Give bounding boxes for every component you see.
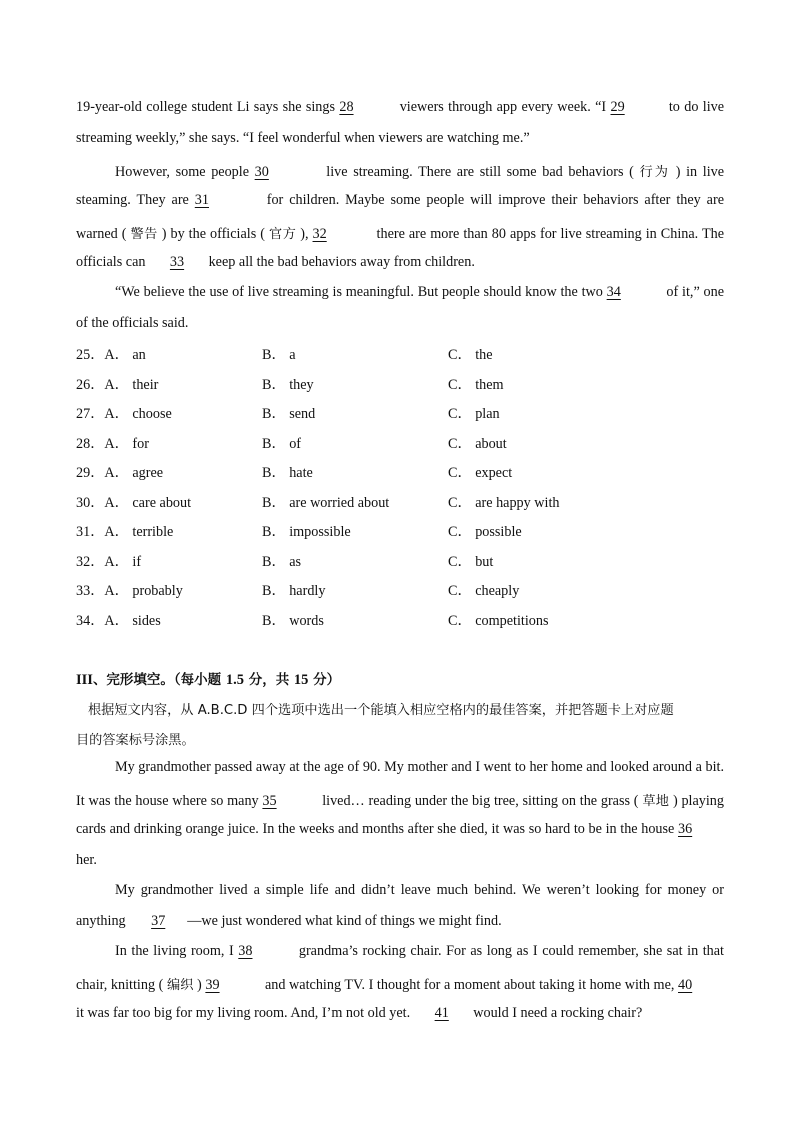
option-c: C． plan bbox=[448, 406, 500, 422]
question-options-31 bbox=[76, 521, 736, 541]
option-c: C． the bbox=[448, 347, 493, 363]
option-c: C． are happy with bbox=[448, 495, 560, 511]
text: for children. Maybe some people will improve their behaviors after they are bbox=[266, 192, 724, 208]
option-b: B． of bbox=[262, 436, 302, 452]
option-c: C． but bbox=[448, 554, 494, 570]
question-number-and-a: 34．A． sides bbox=[76, 613, 161, 629]
question-number-and-a: 27．A． choose bbox=[76, 406, 172, 422]
text: “We believe the use of live streaming is meaningful. But people should know the two bbox=[115, 284, 607, 300]
text: warned ( bbox=[76, 226, 127, 242]
passage2-line-3 bbox=[76, 821, 724, 838]
question-number-and-a: 29．A． agree bbox=[76, 465, 164, 481]
section-heading: III、完形填空。（每小题 1.5 分，共 15 分） bbox=[76, 672, 341, 688]
passage2-line-8 bbox=[76, 974, 724, 994]
question-number-and-a: 26．A． their bbox=[76, 377, 159, 393]
passage2-line-9 bbox=[76, 1005, 724, 1022]
text: would I need a rocking chair? bbox=[473, 1005, 643, 1021]
question-number-and-a: 28．A． for bbox=[76, 436, 149, 452]
passage2-line-5: My grandmother lived a simple life and didn’t leave much behind. We weren’t looking for money or bbox=[115, 882, 724, 898]
blank-37: 37 bbox=[151, 913, 166, 929]
text: lived… reading under the big tree, sitting on the grass ( bbox=[322, 793, 639, 809]
text: keep all the bad behaviors away from children. bbox=[208, 254, 475, 270]
text: ) in live bbox=[675, 164, 725, 180]
blank-39: 39 bbox=[205, 977, 220, 993]
text: viewers through app every week. “I bbox=[399, 99, 611, 115]
question-options-25 bbox=[76, 344, 736, 364]
passage1-line-3 bbox=[115, 161, 724, 181]
option-b: B． are worried about bbox=[262, 495, 390, 511]
blank-36: 36 bbox=[678, 821, 693, 837]
chinese-gloss: 警告 bbox=[130, 227, 158, 242]
option-b: B． a bbox=[262, 347, 296, 363]
blank-34: 34 bbox=[606, 284, 621, 300]
blank-31: 31 bbox=[194, 192, 209, 208]
question-options-32 bbox=[76, 551, 736, 571]
chinese-gloss: 官方 bbox=[268, 227, 297, 242]
option-b: B． words bbox=[262, 613, 324, 629]
option-b: B． impossible bbox=[262, 524, 351, 540]
passage2-line-6 bbox=[76, 913, 724, 930]
question-options-29 bbox=[76, 462, 736, 482]
option-c: C． possible bbox=[448, 524, 522, 540]
question-number-and-a: 30．A． care about bbox=[76, 495, 192, 511]
text: to do live bbox=[668, 99, 725, 115]
option-c: C． them bbox=[448, 377, 504, 393]
passage1-line-4 bbox=[76, 192, 724, 209]
option-b: B． hate bbox=[262, 465, 313, 481]
question-number-and-a: 32．A． if bbox=[76, 554, 142, 570]
section-instructions-line-2: 目的答案标号涂黑。 bbox=[76, 733, 195, 748]
passage1-line-6 bbox=[76, 254, 724, 271]
blank-28: 28 bbox=[339, 99, 354, 115]
blank-38: 38 bbox=[238, 943, 253, 959]
chinese-gloss: 草地 bbox=[642, 794, 670, 809]
option-b: B． send bbox=[262, 406, 316, 422]
option-b: B． hardly bbox=[262, 583, 326, 599]
text: officials can bbox=[76, 254, 150, 270]
question-options-34 bbox=[76, 610, 736, 630]
text: cards and drinking orange juice. In the weeks and months after she died, it was so hard to be in the house bbox=[76, 821, 678, 837]
section-instructions-line-1: 根据短文内容，从 A.B.C.D 四个选项中选出一个能填入相应空格内的最佳答案，并把答题卡上对应题 bbox=[88, 703, 674, 718]
question-options-28 bbox=[76, 433, 736, 453]
text: anything bbox=[76, 913, 130, 929]
text: ) bbox=[197, 977, 206, 993]
blank-32: 32 bbox=[312, 226, 327, 242]
passage1-line-5 bbox=[76, 223, 724, 243]
passage2-line-7 bbox=[115, 943, 724, 960]
passage1-line-1 bbox=[76, 99, 724, 116]
question-number-and-a: 31．A． terrible bbox=[76, 524, 174, 540]
text: ) playing bbox=[672, 793, 724, 809]
text: —we just wondered what kind of things we might find. bbox=[187, 913, 502, 929]
text: In the living room, I bbox=[115, 943, 239, 959]
question-number-and-a: 25．A． an bbox=[76, 347, 146, 363]
question-options-27 bbox=[76, 403, 736, 423]
blank-35: 35 bbox=[262, 793, 277, 809]
question-number-and-a: 33．A． probably bbox=[76, 583, 183, 599]
text: However, some people bbox=[115, 164, 255, 180]
text: It was the house where so many bbox=[76, 793, 263, 809]
passage2-line-1: My grandmother passed away at the age of 90. My mother and I went to her home and looked around a bit. bbox=[115, 759, 724, 775]
option-c: C． competitions bbox=[448, 613, 549, 629]
option-c: C． about bbox=[448, 436, 507, 452]
chinese-gloss: 编织 bbox=[166, 978, 194, 993]
option-c: C． cheaply bbox=[448, 583, 520, 599]
text: 19-year-old college student Li says she sings bbox=[76, 99, 340, 115]
passage2-line-2 bbox=[76, 790, 724, 810]
blank-30: 30 bbox=[254, 164, 269, 180]
passage2-line-4: her. bbox=[76, 852, 97, 868]
text: chair, knitting ( bbox=[76, 977, 164, 993]
text: of it,” one bbox=[666, 284, 725, 300]
chinese-gloss: 行为 bbox=[639, 165, 671, 180]
text: it was far too big for my living room. And, I’m not old yet. bbox=[76, 1005, 414, 1021]
blank-41: 41 bbox=[434, 1005, 449, 1021]
question-options-33 bbox=[76, 580, 736, 600]
option-b: B． as bbox=[262, 554, 302, 570]
text: live streaming. There are still some bad behaviors ( bbox=[326, 164, 634, 180]
text: steaming. They are bbox=[76, 192, 195, 208]
question-options-26 bbox=[76, 374, 736, 394]
question-options-30 bbox=[76, 492, 736, 512]
option-c: C． expect bbox=[448, 465, 513, 481]
text: ), bbox=[300, 226, 313, 242]
passage1-line-2: streaming weekly,” she says. “I feel wonderful when viewers are watching me.” bbox=[76, 130, 530, 146]
text: and watching TV. I thought for a moment about taking it home with me, bbox=[264, 977, 679, 993]
passage1-line-7 bbox=[115, 284, 724, 301]
text: ) by the officials ( bbox=[161, 226, 265, 242]
text: there are more than 80 apps for live streaming in China. The bbox=[376, 226, 725, 242]
passage1-line-8: of the officials said. bbox=[76, 315, 189, 331]
blank-40: 40 bbox=[678, 977, 693, 993]
blank-29: 29 bbox=[610, 99, 625, 115]
blank-33: 33 bbox=[169, 254, 185, 270]
text: grandma’s rocking chair. For as long as I could remember, she sat in that bbox=[298, 943, 724, 959]
option-b: B． they bbox=[262, 377, 314, 393]
